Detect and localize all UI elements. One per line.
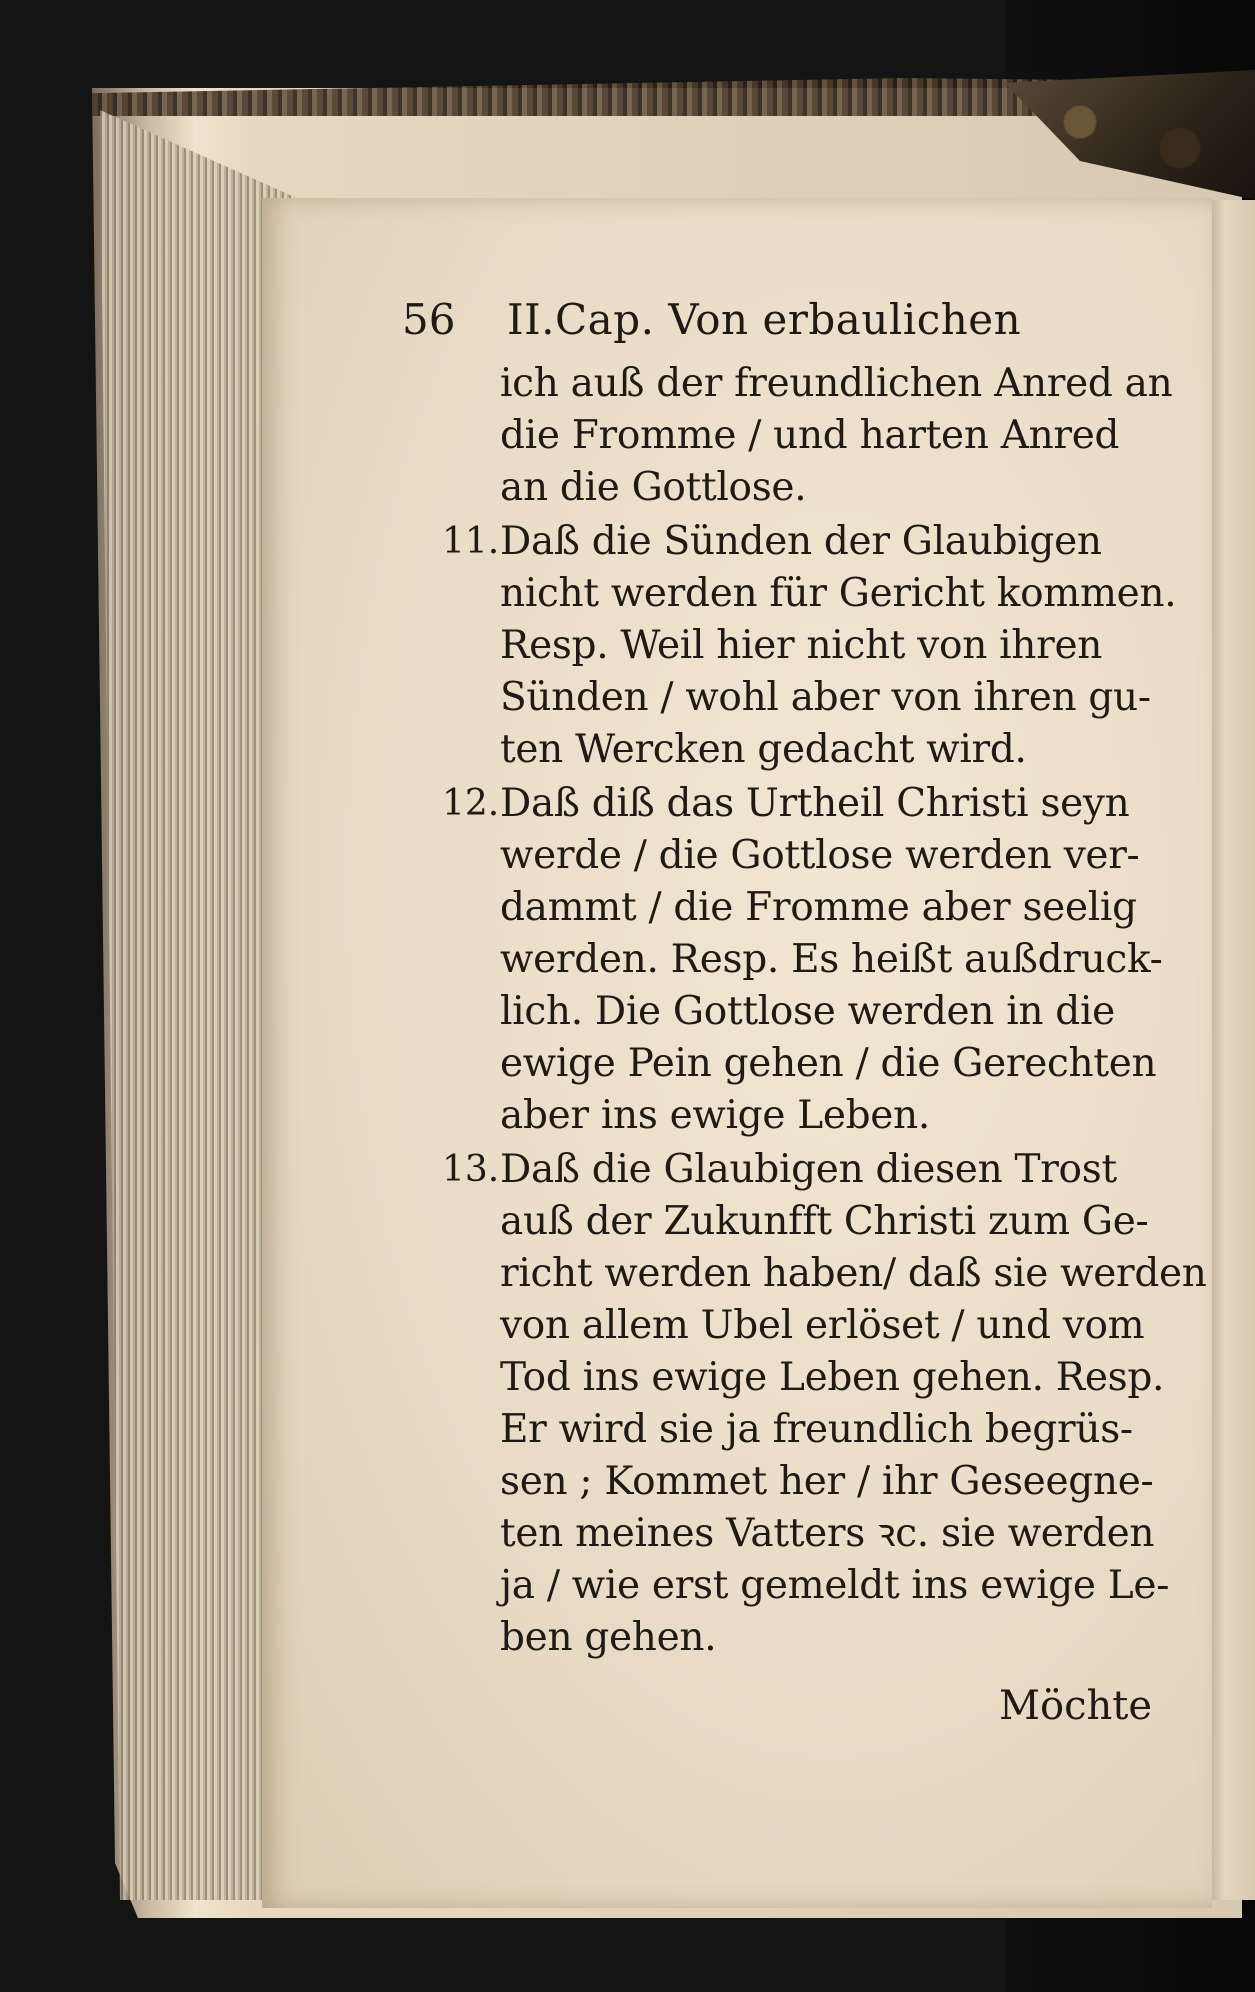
item-number: 11.	[442, 521, 500, 562]
text-line: lich. Die Gottlose werden in die	[500, 989, 1115, 1034]
text-line: werden. Resp. Es heißt außdruck-	[500, 937, 1163, 982]
text-line: auß der Zukunfft Christi zum Ge-	[500, 1199, 1149, 1244]
text-line: nicht werden für Gericht kommen.	[500, 571, 1177, 616]
running-title: II.Cap. Von erbaulichen	[507, 295, 1022, 344]
text-line: aber ins ewige Leben.	[500, 1093, 930, 1138]
text-line: Daß die Sünden der Glaubigen	[500, 519, 1102, 564]
text-line: richt werden haben/ daß sie werden	[500, 1251, 1207, 1296]
facing-page-edge	[1205, 200, 1255, 1900]
page-number: 56	[402, 295, 456, 344]
item-number: 12.	[442, 783, 500, 824]
text-line: ten meines Vatters ꝛc. sie werden	[500, 1511, 1155, 1556]
text-line: Daß die Glaubigen diesen Trost	[500, 1147, 1117, 1192]
text-line: die Fromme / und harten Anred	[500, 413, 1120, 458]
text-line: Daß diß das Urtheil Christi seyn	[500, 781, 1130, 826]
text-line: ewige Pein gehen / die Gerechten	[500, 1041, 1157, 1086]
text-line: ja / wie erst gemeldt ins ewige Le-	[500, 1563, 1170, 1608]
book-page	[262, 198, 1212, 1908]
text-line: ten Wercken gedacht wird.	[500, 727, 1027, 772]
item-number: 13.	[442, 1149, 500, 1190]
text-line: ich auß der freundlichen Anred an	[500, 361, 1173, 406]
text-line: von allem Ubel erlöset / und vom	[500, 1303, 1145, 1348]
text-line: ben gehen.	[500, 1615, 717, 1660]
text-line: Sünden / wohl aber von ihren gu-	[500, 675, 1151, 720]
page-text	[262, 198, 1212, 1908]
text-line: werde / die Gottlose werden ver-	[500, 833, 1140, 878]
text-line: dammt / die Fromme aber seelig	[500, 885, 1137, 930]
running-header	[402, 290, 1162, 350]
text-line: Resp. Weil hier nicht von ihren	[500, 623, 1103, 668]
text-line: an die Gottlose.	[500, 465, 807, 510]
catchword: Möchte	[999, 1683, 1152, 1729]
text-line: sen ; Kommet her / ihr Geseegne-	[500, 1459, 1154, 1504]
text-line: Tod ins ewige Leben gehen. Resp.	[500, 1355, 1165, 1400]
text-line: Er wird sie ja freundlich begrüs-	[500, 1407, 1133, 1452]
